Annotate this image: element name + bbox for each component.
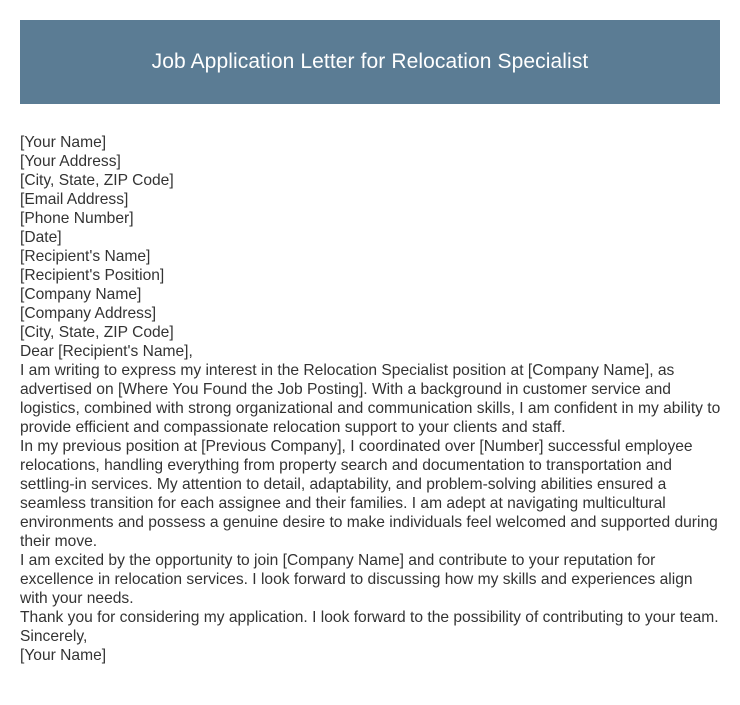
body-paragraph-4: Thank you for considering my application. I look forward to the possibility of contributing to your team. [20, 609, 719, 626]
body-paragraph-1: I am writing to express my interest in the Relocation Specialist position at [Company Name], as advertised on [Where You Found the Job Posting]. With a background in customer service and logistics, combined with strong organizational and communication skills, I am confident in my ability to provide efficient and compassionate relocation support to your clients and staff. [20, 362, 721, 436]
sender-city-state-zip: [City, State, ZIP Code] [20, 172, 174, 189]
signature: [Your Name] [20, 647, 107, 664]
recipient-city-state-zip: [City, State, ZIP Code] [20, 324, 174, 341]
salutation: Dear [Recipient's Name], [20, 343, 193, 360]
recipient-company: [Company Name] [20, 286, 142, 303]
sender-phone: [Phone Number] [20, 210, 134, 227]
sender-address: [Your Address] [20, 153, 121, 170]
recipient-address: [Company Address] [20, 305, 157, 322]
recipient-position: [Recipient's Position] [20, 267, 165, 284]
title-banner [20, 20, 720, 104]
recipient-name: [Recipient's Name] [20, 248, 151, 265]
body-paragraph-2: In my previous position at [Previous Company], I coordinated over [Number] successful employee relocations, handling everything from property search and documentation to transportation and settling-in services. My attention to detail, adaptability, and problem-solving abilities ensured a seamless transition for each assignee and their families. I am adept at navigating multicultural environments and possess a genuine desire to make individuals feel welcomed and supported during their move. [20, 438, 718, 550]
sender-name: [Your Name] [20, 134, 107, 151]
letter-body [20, 133, 722, 665]
body-paragraph-3: I am excited by the opportunity to join [Company Name] and contribute to your reputation for excellence in relocation services. I look forward to discussing how my skills and experiences align with your needs. [20, 552, 693, 607]
letter-date: [Date] [20, 229, 62, 246]
sender-email: [Email Address] [20, 191, 129, 208]
closing: Sincerely, [20, 628, 88, 645]
page-title: Job Application Letter for Relocation Specialist [151, 50, 589, 73]
